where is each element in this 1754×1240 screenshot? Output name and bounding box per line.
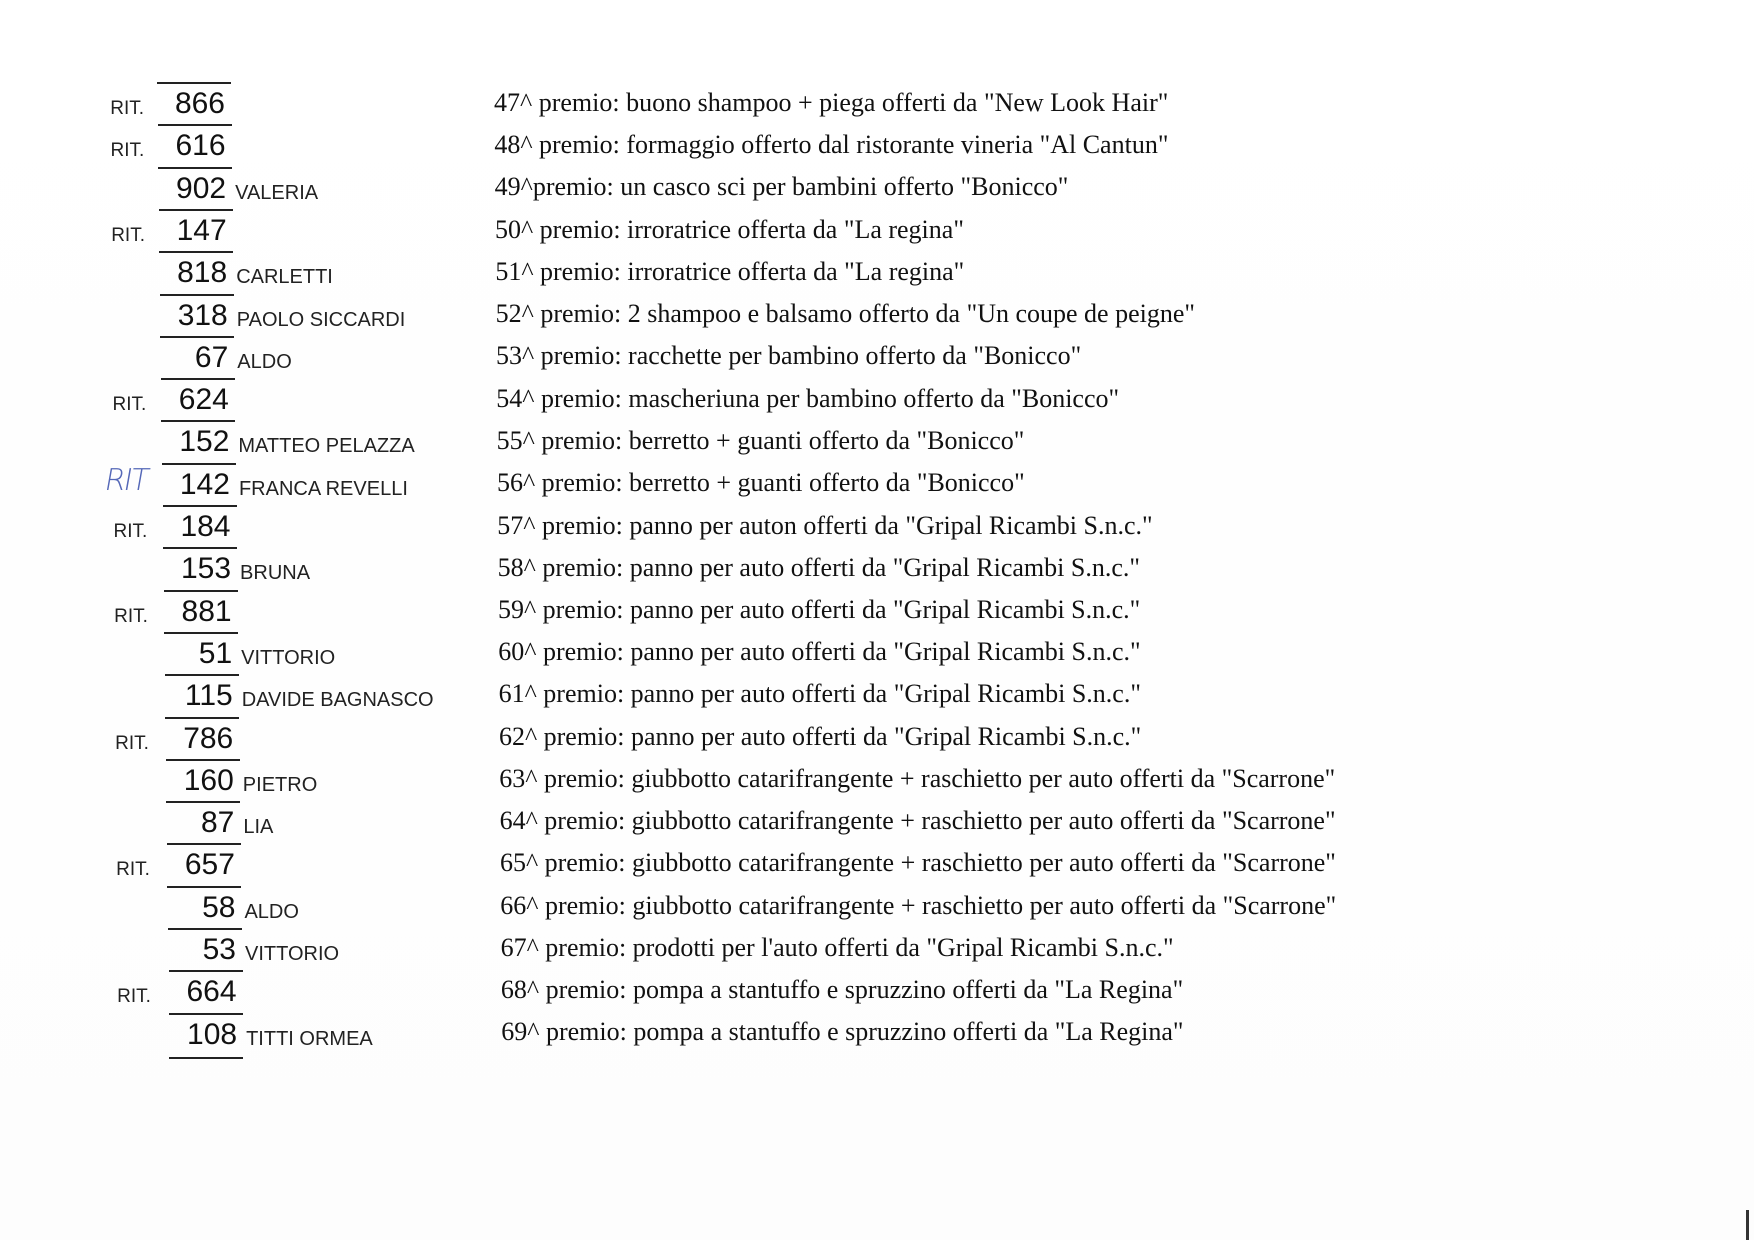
ticket-number: 624 [178,383,229,417]
ticket-number-cell [158,124,232,166]
ticket-number-cell [157,82,231,124]
list-item [0,124,1754,166]
ticket-number-cell [166,759,240,801]
winner-name: CARLETTI [236,266,333,289]
prize-description: 51^ premio: irroratrice offerta da "La regina" [495,256,965,286]
prize-description: 62^ premio: panno per auto offerti da "Gripal Ricambi S.n.c." [498,721,1142,751]
prize-description: 65^ premio: giubbotto catarifrangente + raschietto per auto offerti da "Scarrone" [499,848,1336,878]
ticket-number-cell [163,505,237,547]
ticket-number: 902 [176,171,227,205]
ticket-number-cell [161,378,235,420]
closing-rule [169,1057,243,1059]
prize-description: 69^ premio: pompa a stantuffo e spruzzino offerti da "La Regina" [501,1017,1184,1047]
ticket-number-cell [166,801,240,843]
ticket-number-cell [169,1013,243,1055]
list-item [0,547,1754,589]
ticket-number: 184 [180,510,231,543]
list-item [0,928,1754,970]
prize-description: 56^ premio: berretto + guanti offerto da "Bonicco" [496,468,1025,498]
ticket-number-cell [162,463,236,505]
ticket-number: 160 [183,763,234,797]
prize-description: 64^ premio: giubbotto catarifrangente + raschietto per auto offerti da "Scarrone" [499,806,1336,836]
ticket-number-cell [168,928,242,970]
winner-name: VITTORIO [245,943,340,965]
list-item [0,463,1754,505]
list-item [0,886,1754,928]
list-item [0,970,1754,1012]
ticket-number-cell [158,167,232,209]
prize-description: 60^ premio: panno per auto offerti da "Gripal Ricambi S.n.c." [498,637,1141,667]
list-item [0,420,1754,462]
scan-edge-mark [1746,1210,1749,1240]
list-item [0,294,1754,336]
ticket-number-cell [165,717,239,759]
prize-description: 67^ premio: prodotti per l'auto offerti da "Gripal Ricambi S.n.c." [500,933,1174,962]
winner-name: BRUNA [240,562,311,585]
ticket-number: 786 [183,721,234,755]
ticket-number: 657 [184,848,235,882]
ticket-number: 53 [202,933,236,966]
ticket-number-cell [167,886,241,928]
rit-label: RIT. [115,732,149,754]
winner-name: TITTI ORMEA [246,1027,373,1050]
ticket-number: 58 [202,890,236,924]
list-item [0,590,1754,632]
list-item [0,801,1754,843]
prize-description: 58^ premio: panno per auto offerti da "Gripal Ricambi S.n.c." [497,552,1140,582]
ticket-number-cell [164,632,238,674]
winner-name: LIA [243,816,274,839]
ticket-number: 142 [179,467,230,501]
list-item [0,505,1754,547]
winner-name: PAOLO SICCARDI [236,308,406,331]
rit-label: RIT. [112,394,147,416]
prize-description: 53^ premio: racchette per bambino offerto da "Bonicco" [495,341,1082,371]
ticket-number: 108 [187,1017,238,1051]
ticket-number: 147 [176,213,227,247]
ticket-number: 866 [174,87,225,120]
ticket-number-cell [160,294,234,336]
ticket-number-cell [164,590,238,632]
ticket-number: 87 [200,806,235,840]
prize-description: 54^ premio: mascheriuna per bambino offerto da "Bonicco" [496,383,1120,413]
list-item [0,632,1754,674]
winner-name: ALDO [244,900,299,923]
rit-label: RIT. [110,98,144,119]
prize-description: 50^ premio: irroratrice offerta da "La regina" [494,214,964,244]
prize-description: 55^ premio: berretto + guanti offerto da "Bonicco" [496,425,1025,455]
ticket-number-cell [163,547,237,589]
ticket-number: 664 [186,975,237,1009]
prize-description: 59^ premio: panno per auto offerti da "Gripal Ricambi S.n.c." [497,594,1141,624]
winner-name: FRANCA REVELLI [238,477,408,500]
list-item [0,167,1754,209]
rit-label: RIT. [114,605,148,627]
list-item [0,1013,1754,1055]
list-item [0,717,1754,759]
ticket-number: 51 [198,636,233,670]
rit-label: RIT. [116,859,150,881]
prize-description: 57^ premio: panno per auton offerti da "Gripal Ricambi S.n.c." [497,510,1153,540]
list-item [0,378,1754,420]
ticket-number: 818 [177,256,228,290]
list-item [0,251,1754,293]
handwritten-rit-mark: RIT [101,462,151,498]
ticket-number: 318 [177,298,228,332]
ticket-number: 616 [175,129,226,163]
ticket-number-cell [169,970,243,1012]
prize-description: 49^premio: un casco sci per bambini offerto "Bonicco" [494,172,1069,202]
winner-name: VITTORIO [241,646,336,669]
winner-name: VALERIA [235,181,319,204]
prize-description: 66^ premio: giubbotto catarifrangente + raschietto per auto offerti da "Scarrone" [500,890,1337,920]
ticket-number-cell [165,674,239,716]
list-item [0,759,1754,801]
ticket-number: 67 [194,340,229,374]
ticket-number-cell [167,843,241,885]
winner-name: PIETRO [242,773,318,796]
prize-description: 48^ premio: formaggio offerto dal ristorante vineria "Al Cantun" [494,130,1169,160]
rit-label: RIT. [110,140,145,162]
winner-name: DAVIDE BAGNASCO [241,689,434,712]
ticket-number: 115 [184,679,233,713]
ticket-number-cell [160,336,234,378]
list-item [0,209,1754,251]
prize-description: 61^ premio: panno per auto offerti da "Gripal Ricambi S.n.c." [498,679,1141,709]
winner-name: ALDO [237,350,292,373]
list-item [0,674,1754,716]
ticket-number-cell [159,251,233,293]
ticket-number-cell [159,209,233,251]
rit-label: RIT. [117,986,151,1008]
prize-description: 68^ premio: pompa a stantuffo e spruzzino offerti da "La Regina" [500,975,1184,1005]
ticket-number: 152 [179,425,230,459]
ticket-number: 881 [181,594,232,628]
prize-description: 47^ premio: buono shampoo + piega offerti da "New Look Hair" [494,88,1169,117]
winner-name: MATTEO PELAZZA [238,435,415,458]
rit-label: RIT. [111,224,145,246]
ticket-number: 153 [180,552,232,586]
list-item [0,82,1754,124]
prize-description: 52^ premio: 2 shampoo e balsamo offerto da "Un coupe de peigne" [495,299,1196,329]
rit-label: RIT. [113,521,148,542]
prize-description: 63^ premio: giubbotto catarifrangente + raschietto per auto offerti da "Scarrone" [499,763,1336,793]
list-item [0,336,1754,378]
list-item [0,843,1754,885]
ticket-number-cell [161,420,235,462]
